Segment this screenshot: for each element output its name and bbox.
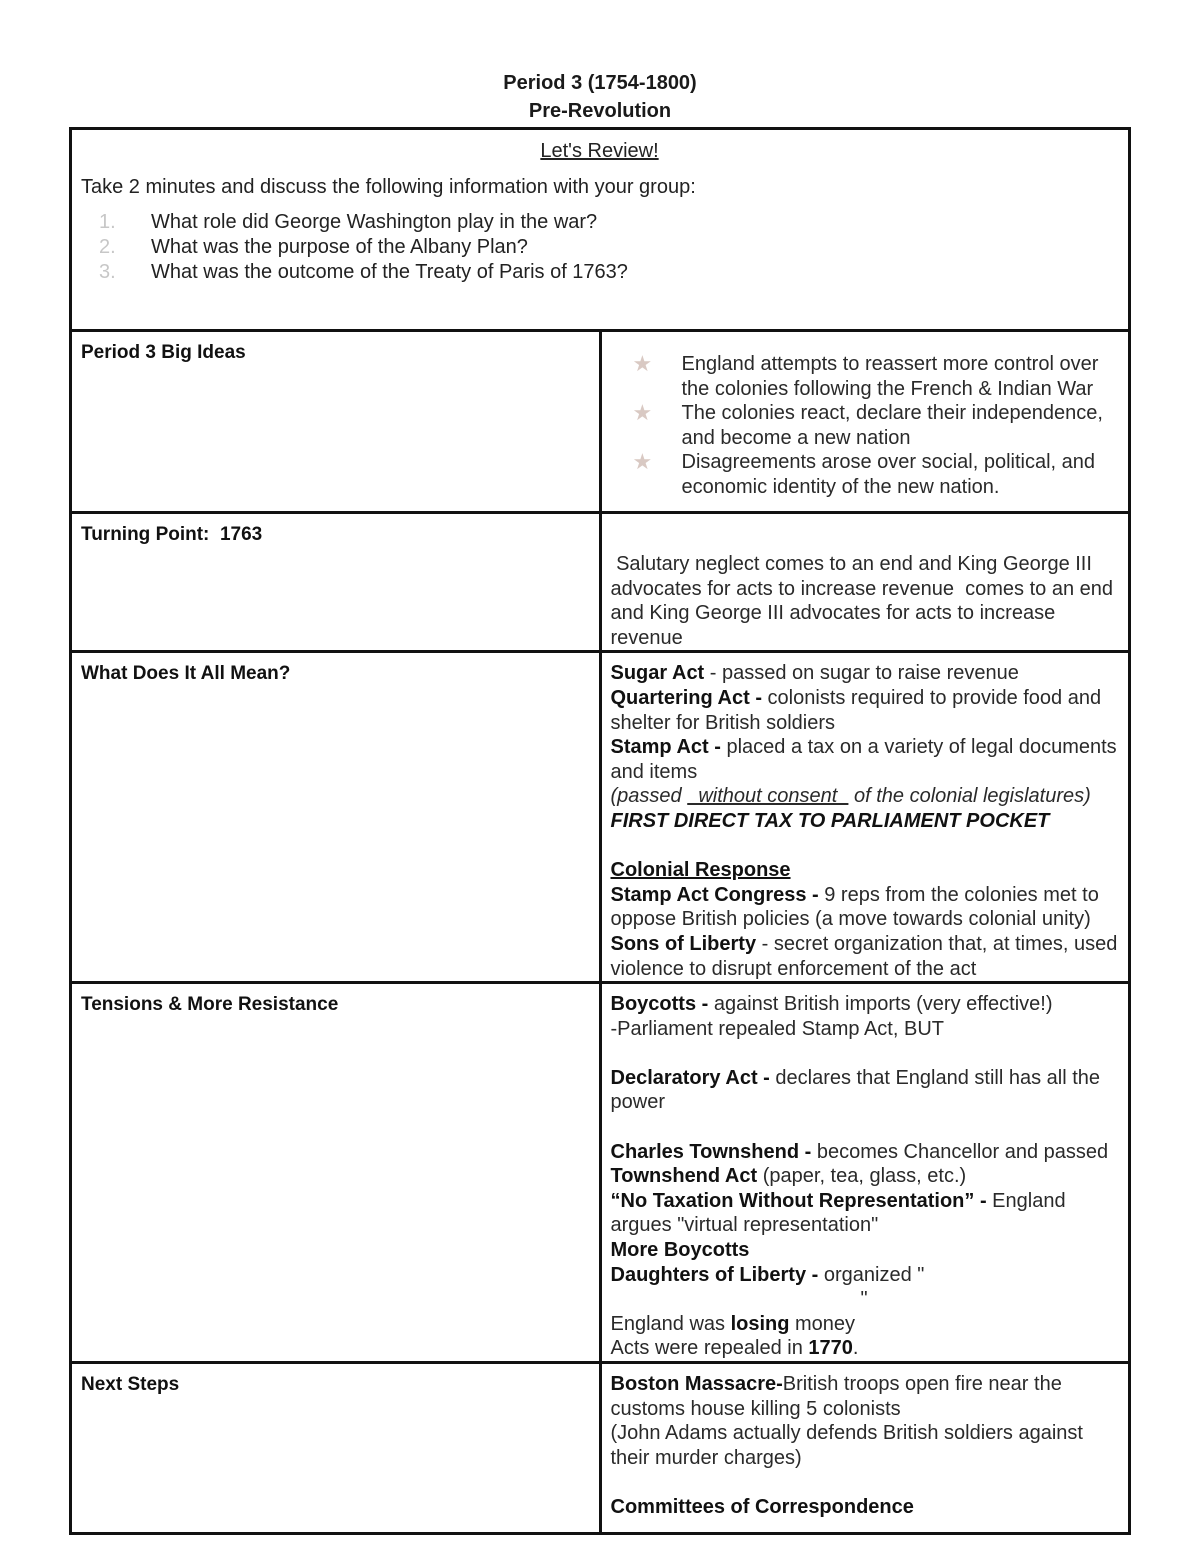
review-heading: Let's Review!	[540, 140, 659, 162]
sugar-act-term: Sugar Act	[610, 662, 705, 685]
big-idea-item	[611, 450, 1123, 499]
sugar-act-entry	[611, 661, 1123, 686]
question-number: 1.	[99, 211, 116, 234]
tensions-content	[600, 983, 1130, 1363]
star-icon: ★	[632, 400, 653, 426]
stamp-act-desc: placed a tax on a variety of legal documents and items	[610, 736, 1117, 783]
stamp-paren-start: (passed	[610, 785, 688, 808]
tensions-row	[71, 983, 1130, 1363]
england-line	[611, 1312, 1123, 1337]
sugar-act-desc: - passed on sugar to raise revenue	[704, 662, 1019, 685]
turning-point-row	[71, 513, 1130, 652]
big-ideas-label: Period 3 Big Ideas	[71, 331, 601, 513]
adams-note: (John Adams actually defends British soldiers against their murder charges)	[610, 1422, 1083, 1469]
acts-line	[611, 1336, 1123, 1361]
review-question	[81, 235, 1118, 260]
acts-end: .	[852, 1337, 859, 1360]
sons-desc: - secret organization that, at times, used violence to disrupt enforcement of the act	[610, 932, 1118, 980]
page-title: Period 3 (1754-1800)	[503, 72, 697, 94]
question-number: 3.	[99, 261, 116, 284]
congress-term: Stamp Act Congress -	[610, 883, 819, 906]
review-question	[81, 210, 1118, 235]
review-question-list	[81, 210, 1118, 285]
townshend-items: (paper, tea, glass, etc.)	[757, 1165, 967, 1188]
sons-term: Sons of Liberty	[610, 932, 757, 955]
townshend-act: Townshend Act	[610, 1165, 758, 1188]
committees-entry: Committees of Correspondence	[610, 1495, 914, 1518]
big-ideas-list	[611, 340, 1123, 500]
big-idea-item	[611, 352, 1123, 401]
review-row	[71, 129, 1130, 331]
declaratory-entry	[611, 1066, 1123, 1115]
sons-entry	[611, 932, 1123, 981]
england-start: England was	[610, 1312, 731, 1335]
next-steps-row	[71, 1363, 1130, 1534]
stamp-act-note	[611, 784, 1123, 833]
question-text: What role did George Washington play in the war?	[151, 211, 598, 234]
next-steps-label: Next Steps	[71, 1363, 601, 1534]
next-steps-content	[600, 1363, 1130, 1534]
quartering-act-entry	[611, 686, 1123, 735]
question-number: 2.	[99, 236, 116, 259]
big-idea-item	[611, 401, 1123, 450]
big-ideas-content	[600, 331, 1130, 513]
daughters-desc-start: organized "	[818, 1263, 925, 1286]
no-tax-desc: England argues "virtual representation"	[610, 1189, 1066, 1237]
meaning-row	[71, 652, 1130, 983]
stamp-emphasis: FIRST DIRECT TAX TO PARLIAMENT POCKET	[610, 809, 1050, 832]
quartering-act-desc: colonists required to provide food and shelter for British soldiers	[610, 686, 1102, 734]
congress-entry	[611, 883, 1123, 932]
big-idea-text: The colonies react, declare their independence, and become a new nation	[681, 402, 1103, 449]
boycotts-desc: against British imports (very effective!)	[708, 993, 1053, 1016]
daughters-entry	[611, 1263, 1123, 1312]
massacre-entry	[611, 1372, 1123, 1421]
acts-start: Acts were repealed in	[610, 1337, 809, 1360]
england-bold: losing	[730, 1312, 790, 1335]
daughters-desc-end: "	[860, 1288, 868, 1311]
declaratory-term: Declaratory Act -	[610, 1066, 770, 1089]
star-icon: ★	[632, 449, 653, 475]
notes-table	[69, 127, 1131, 1535]
townshend-term: Charles Townshend -	[610, 1140, 812, 1163]
more-boycotts: More Boycotts	[610, 1239, 750, 1262]
repeal-line: -Parliament repealed Stamp Act, BUT	[610, 1017, 944, 1040]
colonial-response-heading: Colonial Response	[610, 859, 791, 882]
stamp-act-entry	[611, 735, 1123, 784]
massacre-term: Boston Massacre-	[610, 1373, 783, 1395]
quartering-act-term: Quartering Act -	[610, 686, 762, 709]
page-subtitle: Pre-Revolution	[528, 100, 672, 122]
boycotts-entry	[611, 992, 1123, 1017]
question-text: What was the purpose of the Albany Plan?	[151, 236, 528, 259]
england-end: money	[789, 1312, 856, 1335]
boycotts-term: Boycotts -	[610, 993, 709, 1016]
stamp-paren-end: of the colonial legislatures)	[848, 785, 1091, 808]
massacre-desc: British troops open fire near the customs house killing 5 colonists	[610, 1373, 1062, 1420]
star-icon: ★	[632, 351, 653, 376]
review-intro: Take 2 minutes and discuss the following information with your group:	[81, 175, 696, 198]
townshend-desc: becomes Chancellor and passed	[811, 1140, 1109, 1163]
tensions-label: Tensions & More Resistance	[71, 983, 601, 1363]
acts-year: 1770	[808, 1337, 853, 1360]
meaning-content	[600, 652, 1130, 983]
turning-point-text: Salutary neglect comes to an end and King George III advocates for acts to increase revenue comes to an end and King George III advocates for acts to increase revenue	[610, 553, 1119, 649]
declaratory-desc: declares that England still has all the power	[610, 1066, 1101, 1114]
review-cell	[71, 129, 1130, 331]
review-question	[81, 260, 1118, 285]
turning-point-content	[600, 513, 1130, 652]
no-tax-entry	[611, 1189, 1123, 1238]
stamp-act-term: Stamp Act -	[610, 736, 721, 759]
townshend-entry	[611, 1140, 1123, 1189]
meaning-label: What Does It All Mean?	[71, 652, 601, 983]
congress-desc: 9 reps from the colonies met to oppose British policies (a move towards colonial unity)	[610, 883, 1099, 931]
daughters-term: Daughters of Liberty -	[610, 1263, 819, 1286]
no-tax-term: “No Taxation Without Representation” -	[610, 1189, 987, 1212]
stamp-blank: without consent	[687, 785, 849, 808]
turning-point-label: Turning Point: 1763	[71, 513, 601, 652]
big-ideas-row	[71, 331, 1130, 513]
big-idea-text: Disagreements arose over social, political, and economic identity of the new nation.	[681, 451, 1096, 498]
big-idea-text: England attempts to reassert more control over the colonies following the French & Indian War	[681, 353, 1099, 400]
question-text: What was the outcome of the Treaty of Paris of 1763?	[151, 261, 628, 284]
